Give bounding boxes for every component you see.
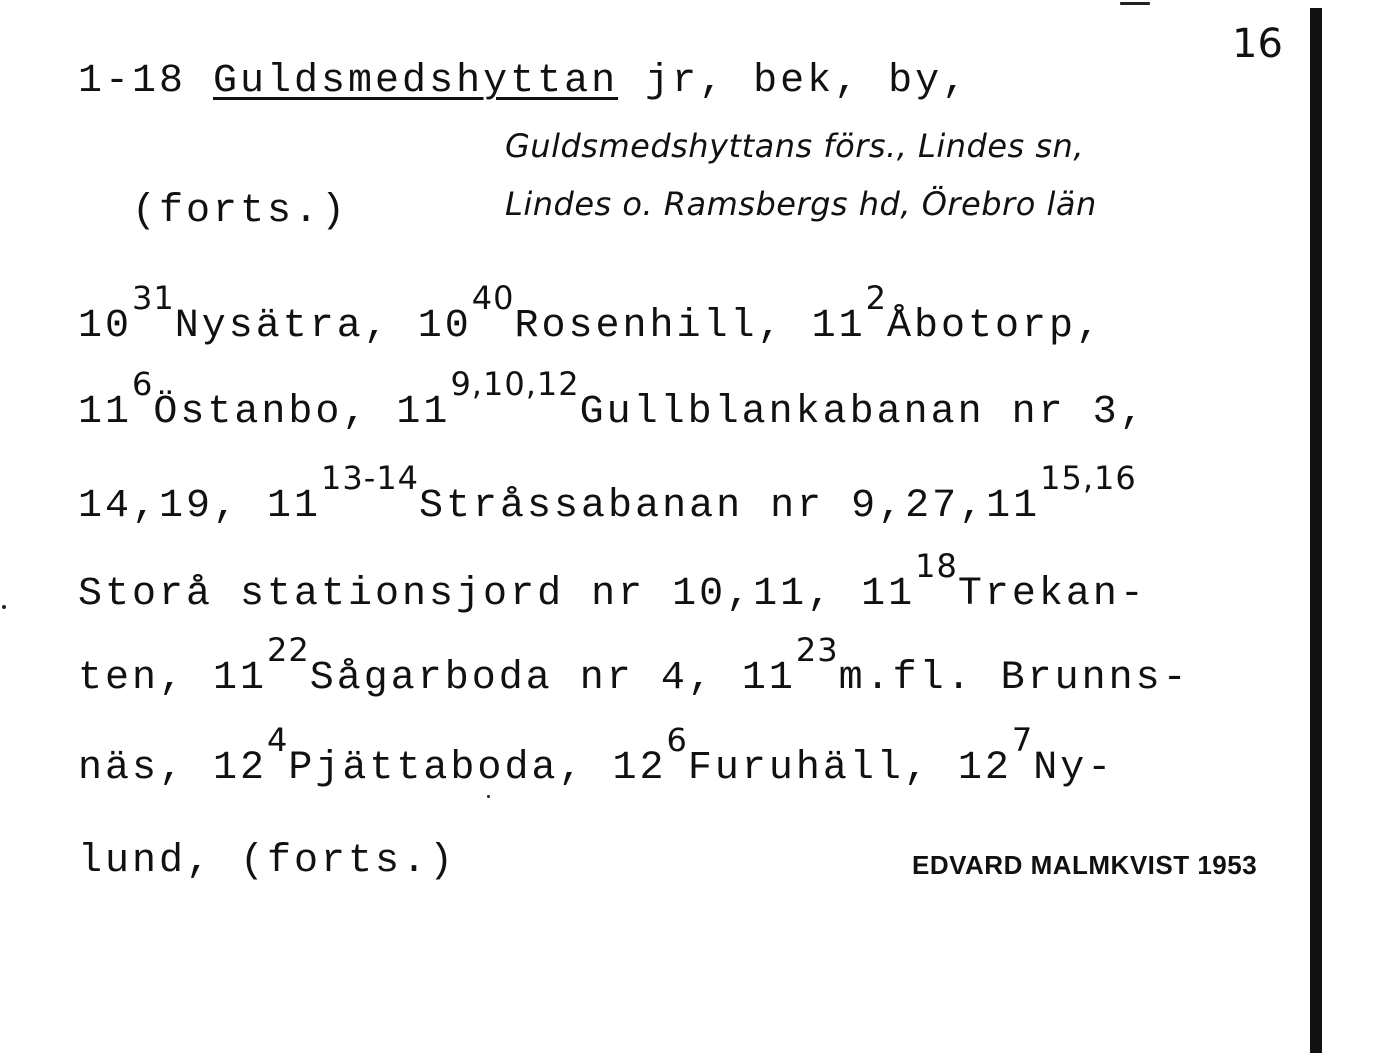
entry-number: 11 [396,390,451,436]
entry-text: Gullblankabanan nr 3, [579,390,1147,436]
entry-line-1 [78,279,1103,350]
entry-line-3 [78,459,1137,530]
entry-number: 12 [612,746,667,792]
entry-number: 12 [213,746,268,792]
page-number: 16 [1232,21,1283,67]
signature: EDVARD MALMKVIST 1953 [912,850,1258,880]
entry-number: 10 [417,304,472,350]
location-line-2: Lindes o. Ramsbergs hd, Örebro län [505,185,1097,223]
entry-text: näs, [78,746,214,792]
entry-text: Östanbo, [153,390,397,436]
scan-speck [487,795,490,798]
header-continued: (forts.) [132,189,349,234]
entry-number: 12 [957,746,1012,792]
entry-line-6 [78,721,1115,792]
entry-text: Stråssabanan nr 9,27, [419,484,987,530]
entry-text: Åbotorp, [886,304,1103,350]
entry-number: 11 [811,304,866,350]
entry-text: ten, [78,656,214,702]
scan-speck [2,605,6,609]
entry-text: 14,19, [78,484,268,530]
entry-text: Ny- [1033,746,1115,792]
entry-text: Storå stationsjord nr 10,11, [78,572,862,618]
entry-sup: 9,10,12 [450,365,580,403]
right-margin-rule [1310,8,1322,1053]
entry-line-2 [78,365,1147,436]
entry-sup: 31 [132,279,175,317]
header-categories: jr, bek, by, [645,59,970,104]
entry-sup: 7 [1011,721,1034,759]
entry-number: 10 [78,304,133,350]
entry-text: Furuhäll, [687,746,958,792]
entry-sup: 6 [666,721,688,759]
header-line [78,59,970,104]
header-range: 1-18 [78,59,187,104]
entry-sup: 22 [267,631,310,669]
entry-sup: 4 [267,721,289,759]
entry-text: Pjättaboda, [288,746,613,792]
entry-sup: 6 [132,365,154,403]
scan-speck [1120,2,1150,5]
entry-text: Trekan- [957,572,1147,618]
entry-text: Nysätra, [174,304,418,350]
entry-number: 11 [986,484,1041,530]
entry-text: Sågarboda nr 4, [309,656,742,702]
entry-text: Rosenhill, [514,304,812,350]
entry-number: 11 [267,484,322,530]
entry-sup: 13-14 [321,459,420,497]
entry-number: 11 [78,390,133,436]
entry-sup: 40 [471,279,515,317]
entry-sup: 18 [915,547,958,585]
place-name: Guldsmedshyttan [213,59,619,104]
location-line-1: Guldsmedshyttans förs., Lindes sn, [505,127,1084,165]
entry-line-4 [78,547,1147,618]
entry-text: m.fl. Brunns- [838,656,1190,702]
entry-line-5 [78,631,1190,702]
entry-number: 11 [213,656,268,702]
entry-number: 11 [861,572,916,618]
entry-number: 11 [741,656,796,702]
entry-sup: 15,16 [1040,459,1137,497]
entry-sup: 2 [865,279,887,317]
entry-line-7: lund, (forts.) [78,839,457,884]
entry-sup: 23 [795,631,839,669]
